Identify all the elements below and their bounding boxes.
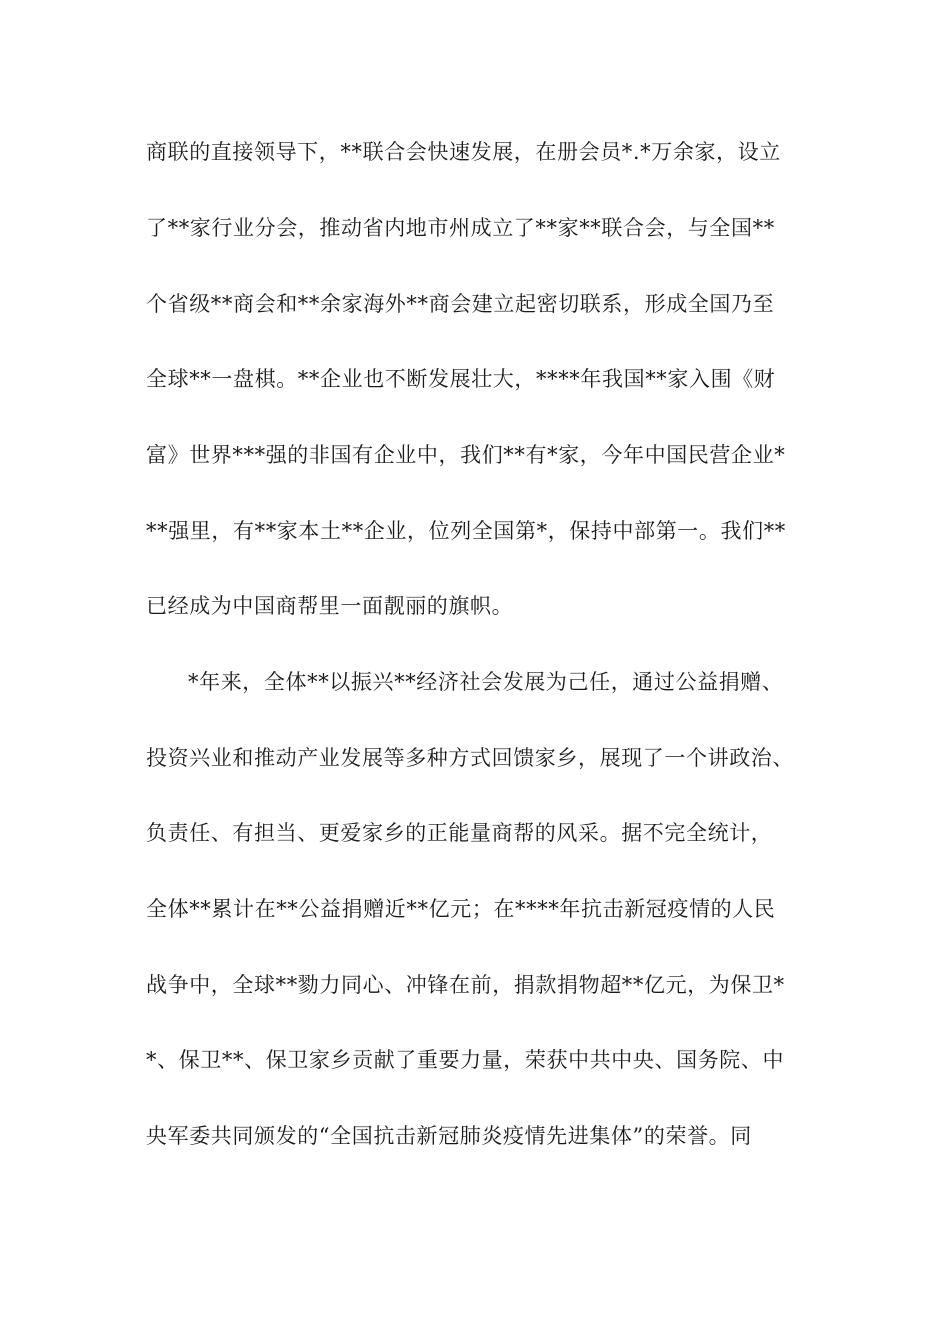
text-line: 战争中，全球**勠力同心、冲锋在前，捐款捐物超**亿元，为保卫* bbox=[146, 973, 785, 997]
text-line: 富》世界***强的非国有企业中，我们**有*家，今年中国民营企业* bbox=[146, 443, 786, 467]
text-line: **强里，有**家本土**企业，位列全国第*，保持中部第一。我们** bbox=[146, 519, 786, 543]
text-line: 个省级**商会和**余家海外**商会建立起密切联系，形成全国乃至 bbox=[146, 292, 775, 316]
text-line: 投资兴业和推动产业发展等多种方式回馈家乡，展现了一个讲政治、 bbox=[146, 746, 794, 770]
text-line: 全球**一盘棋。**企业也不断发展壮大，****年我国**家入围《财 bbox=[146, 367, 776, 391]
text-line: *、保卫**、保卫家乡贡献了重要力量，荣获中共中央、国务院、中 bbox=[146, 1048, 785, 1072]
text-line: 了**家行业分会，推动省内地市州成立了**家**联合会，与全国** bbox=[146, 216, 775, 240]
text-line: 已经成为中国商帮里一面靓丽的旗帜。 bbox=[146, 594, 514, 618]
text-line: *年来，全体**以振兴**经济社会发展为己任，通过公益捐赠、 bbox=[188, 670, 784, 694]
text-line: 商联的直接领导下，**联合会快速发展，在册会员*.*万余家，设立 bbox=[146, 140, 781, 164]
text-line: 负责任、有担当、更爱家乡的正能量商帮的风采。据不完全统计， bbox=[146, 821, 773, 845]
text-line: 央军委共同颁发的“全国抗击新冠肺炎疫情先进集体”的荣誉。同 bbox=[146, 1124, 752, 1148]
text-line: 全体**累计在**公益捐赠近**亿元；在****年抗击新冠疫情的人民 bbox=[146, 897, 776, 921]
